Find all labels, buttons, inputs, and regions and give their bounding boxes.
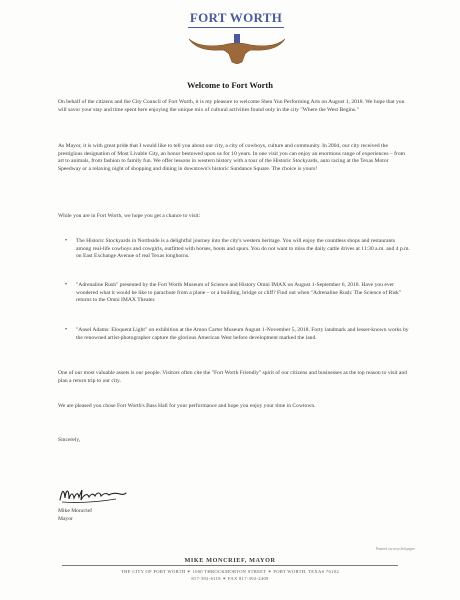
list-item: [65, 238, 410, 261]
footer-divider: [62, 565, 398, 566]
logo-rule: [188, 27, 284, 28]
city-paragraph: As Mayor, it is with great pride that I would like to tell you about our city, a city of cowboys, culture and community. In 2004, our city received the prestigious designation of Most Livable City, an honor bestowed upon us for 10 years. In one visit you can enjoy an enormous range of experiences – from art to animals, from fashion to family fun. We offer lessons in western history with a tour of the Historic Stockyards, auto racing at the Texas Motor Speedway or a relaxing night of shopping and dining in downtown's historic Sundance Square. The choice is yours!: [58, 143, 405, 172]
closing: Sincerely,: [58, 437, 81, 443]
signer-name: Mike Moncrief: [58, 508, 93, 514]
visit-intro: While you are in Fort Worth, we hope you get a chance to visit:: [58, 213, 201, 219]
footer-phone: 817-392-6118 ✶ FAX 817-392-2409: [191, 576, 269, 581]
signer-title: Mayor: [58, 516, 73, 522]
attraction-adrenaline: "Adrenaline Rush" presented by the Fort Worth Museum of Science and History Omni IMAX on August 1-September 6, 2018. Have you ever wondered what it would be like to parachute from a plane – or a building, bridge or cliff? Find out when "Adrenaline Rush: The Science of Risk" returns to the Omni IMAX Theater.: [76, 282, 402, 304]
letter-title: Welcome to Fort Worth: [186, 80, 273, 90]
bullet-icon: •: [65, 282, 68, 288]
footer-mayor-name: MIKE MONCRIEF, MAYOR: [184, 557, 276, 564]
city-logo: [186, 10, 286, 28]
logo-text: FORT WORTH: [189, 10, 283, 25]
bass-hall-paragraph: We are pleased you chose Fort Worth's Bass Hall for your performance and hope you enjoy your time in Cowtown.: [58, 403, 316, 409]
list-item: [65, 327, 410, 342]
bullet-icon: •: [65, 238, 68, 244]
people-paragraph: One of our most valuable assets is our people. Visitors often cite the "Fort Worth Friendly" spirit of our citizens and businesses as the top reason to visit and plan a return trip to our city.: [58, 370, 407, 384]
attraction-ansel-adams: "Ansel Adams: Eloquent Light" on exhibition at the Amon Carter Museum August 1-November 5, 2018. Forty landmark and lesser-known works by the renowned artist-photographer capture the glorious American West before development marked the land.: [76, 327, 409, 341]
list-item: [65, 282, 410, 305]
intro-paragraph: On behalf of the citizens and the City Council of Fort Worth, it is my pleasure to welcome Shen Yun Performing Arts on August 1, 2018. We hope that you will savor your stay and time spent here enjoying the unique mix of cultural activities found only in the city "Where the West Begins.": [58, 99, 405, 113]
longhorn-icon: [187, 34, 287, 64]
attraction-stockyards: The Historic Stockyards in Northside is a delightful journey into the city's western heritage. You will enjoy the countless shops and restaurants among real-life cowboys and cowgirls, outfitted with horses, boots and spurs. You do not want to miss the daily cattle drives at 11:30 a.m. and 4 p.m. on East Exchange Avenue of real Texas longhorns.: [76, 238, 410, 260]
footer-address: THE CITY OF FORT WORTH ✶ 1000 THROCKMORTON STREET ✶ FORT WORTH, TEXAS 76102: [121, 569, 339, 574]
bullet-icon: •: [65, 327, 68, 333]
recycled-paper-note: Printed on recycled paper: [376, 547, 415, 551]
signature: [58, 484, 128, 506]
